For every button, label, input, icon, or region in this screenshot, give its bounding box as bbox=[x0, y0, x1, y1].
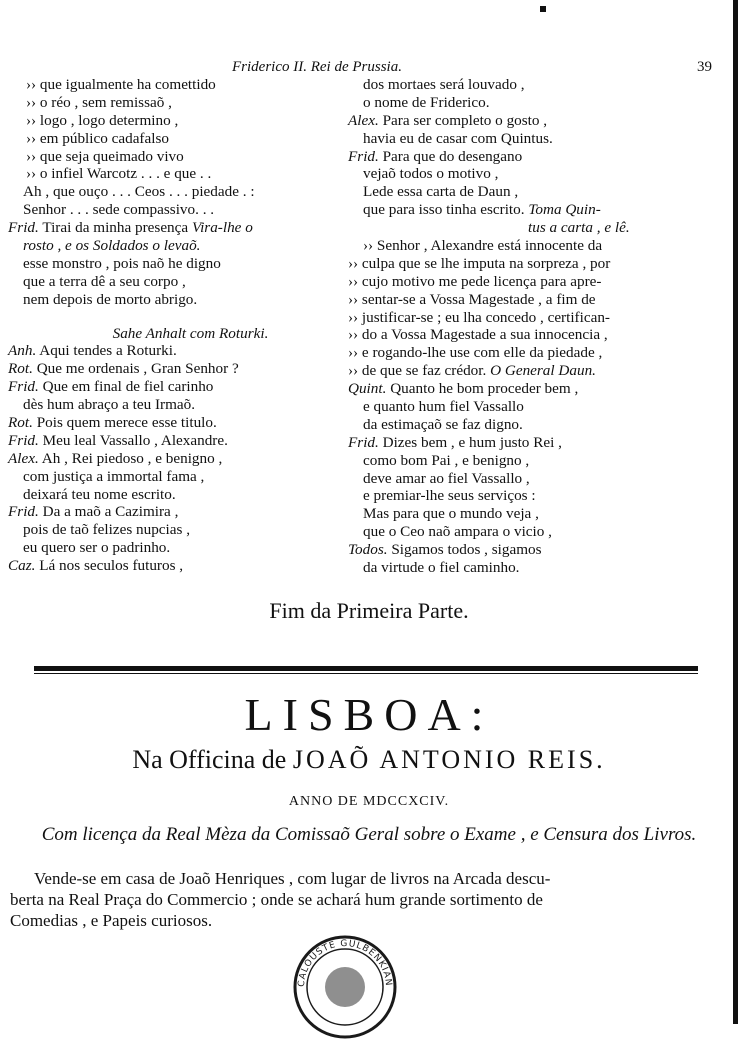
line-text: Que me ordenais , Gran Senhor ? bbox=[36, 360, 239, 378]
text-line bbox=[348, 130, 688, 148]
speaker-name: Rot. bbox=[8, 360, 33, 378]
line-text: ›› cujo motivo me pede licença para apre- bbox=[348, 272, 602, 290]
text-line bbox=[348, 505, 688, 523]
left-column bbox=[8, 76, 353, 575]
line-text: da estimaçaõ se faz digno. bbox=[363, 415, 523, 433]
line-text: ›› o infiel Warcotz . . . e que . . bbox=[26, 165, 212, 183]
imprint-office bbox=[0, 744, 738, 776]
ink-mark bbox=[540, 6, 546, 12]
stage-direction: Toma Quin- bbox=[528, 201, 601, 219]
line-text: Lá nos seculos futuros , bbox=[39, 557, 184, 575]
divider-thick bbox=[34, 666, 698, 671]
line-text: Ah , que ouço . . . Ceos . . . piedade . : bbox=[23, 183, 255, 201]
text-line bbox=[348, 326, 688, 344]
line-text: ›› do a Vossa Magestade a sua innocencia , bbox=[348, 326, 608, 344]
line-text: Quanto he bom proceder bem , bbox=[390, 380, 579, 398]
text-line bbox=[8, 291, 353, 309]
text-line bbox=[348, 470, 688, 488]
line-text: ›› em público cadafalso bbox=[26, 129, 169, 147]
speaker-name: Alex. bbox=[8, 449, 39, 467]
line-text: Meu leal Vassallo , Alexandre. bbox=[42, 431, 228, 449]
text-line bbox=[8, 325, 353, 343]
text-line bbox=[8, 112, 353, 130]
text-line bbox=[348, 219, 688, 237]
line-text: Para que do desengano bbox=[382, 147, 523, 165]
line-text: o nome de Friderico. bbox=[363, 93, 490, 111]
divider-thin bbox=[34, 673, 698, 674]
text-line bbox=[348, 273, 688, 291]
stamp-text: CALOUSTE GULBENKIAN bbox=[296, 938, 394, 988]
text-line bbox=[8, 183, 353, 201]
stage-direction: O General Daun. bbox=[490, 362, 596, 380]
speaker-name: Quint. bbox=[348, 380, 387, 398]
line-text: Dizes bem , e hum justo Rei , bbox=[382, 433, 562, 451]
text-line bbox=[348, 452, 688, 470]
line-text: ›› Senhor , Alexandre está innocente da bbox=[363, 237, 603, 255]
line-text: ›› de que se faz crédor. bbox=[348, 362, 487, 380]
text-line bbox=[8, 219, 353, 237]
line-text: tus a carta , e lê. bbox=[528, 219, 630, 237]
line-text: pois de taõ felizes nupcias , bbox=[23, 521, 191, 539]
line-text: Da a maõ a Cazimira , bbox=[42, 503, 179, 521]
line-text: ›› que igualmente ha comettido bbox=[26, 76, 216, 93]
text-line bbox=[8, 503, 353, 521]
text-line bbox=[348, 559, 688, 577]
speaker-name: Todos. bbox=[348, 541, 388, 559]
text-line bbox=[348, 291, 688, 309]
text-line bbox=[8, 201, 353, 219]
stage-direction: rosto , e os Soldados o levaõ. bbox=[23, 237, 201, 255]
line-text: da virtude o fiel caminho. bbox=[363, 559, 520, 577]
imprint-year: ANNO DE MDCCXCIV. bbox=[288, 794, 450, 809]
line-text: Sigamos todos , sigamos bbox=[391, 541, 542, 559]
line-text: dos mortaes será louvado , bbox=[363, 76, 525, 93]
text-line bbox=[348, 165, 688, 183]
text-line bbox=[348, 183, 688, 201]
line-text: dès hum abraço a teu Irmaõ. bbox=[23, 396, 196, 414]
text-line bbox=[348, 541, 688, 559]
line-text: e quanto hum fiel Vassallo bbox=[363, 398, 524, 416]
speaker-name: Frid. bbox=[8, 378, 39, 396]
line-text: e premiar-lhe seus serviços : bbox=[363, 487, 536, 505]
line-text: ›› logo , logo determino , bbox=[26, 111, 179, 129]
line-text: Senhor . . . sede compassivo. . . bbox=[23, 201, 215, 219]
imprint-printer: JOAÕ ANTONIO REIS. bbox=[292, 745, 606, 774]
speaker-name: Rot. bbox=[8, 414, 33, 432]
imprint-license: Com licença da Real Mèza da Comissaõ Geral sobre o Exame , e Censura dos Livros. bbox=[41, 824, 697, 845]
text-line bbox=[8, 396, 353, 414]
line-text: ›› e rogando-lhe use com elle da piedade , bbox=[348, 344, 603, 362]
text-line bbox=[8, 255, 353, 273]
text-line bbox=[348, 237, 688, 255]
text-line bbox=[8, 273, 353, 291]
text-line bbox=[8, 557, 353, 575]
text-line bbox=[8, 486, 353, 504]
right-column bbox=[348, 76, 688, 577]
text-line bbox=[8, 76, 353, 94]
sale-notice bbox=[10, 868, 690, 931]
line-text: Para ser completo o gosto , bbox=[382, 111, 548, 129]
sale-line: Vende-se em casa de Joaõ Henriques , com lugar de livros na Arcada descu- bbox=[34, 869, 551, 888]
text-line bbox=[348, 487, 688, 505]
line-text: ›› culpa que se lhe imputa na sorpreza , por bbox=[348, 254, 611, 272]
text-line bbox=[348, 523, 688, 541]
line-text: com justiça a immortal fama , bbox=[23, 467, 205, 485]
text-line bbox=[348, 309, 688, 327]
text-line bbox=[8, 521, 353, 539]
line-text: que a terra dê a seu corpo , bbox=[23, 272, 186, 290]
text-line bbox=[348, 201, 688, 219]
speaker-name: Alex. bbox=[348, 111, 379, 129]
stage-direction: Vira-lhe o bbox=[191, 219, 253, 237]
line-text: vejaõ todos o motivo , bbox=[363, 165, 499, 183]
text-line bbox=[348, 362, 688, 380]
line-text: ›› justificar-se ; eu lha concedo , certifican- bbox=[348, 308, 610, 326]
imprint-city: LISBOA: bbox=[244, 689, 494, 740]
end-note: Fim da Primeira Parte. bbox=[269, 598, 469, 623]
line-text: Que em final de fiel carinho bbox=[42, 378, 214, 396]
line-text: Lede essa carta de Daun , bbox=[363, 183, 519, 201]
line-text: ›› o réo , sem remissaõ , bbox=[26, 93, 172, 111]
line-text: Tirai da minha presença bbox=[42, 219, 189, 237]
line-text: deve amar ao fiel Vassallo , bbox=[363, 469, 530, 487]
text-line bbox=[8, 378, 353, 396]
line-text: que para isso tinha escrito. bbox=[363, 201, 525, 219]
line-text: eu quero ser o padrinho. bbox=[23, 539, 171, 557]
text-line bbox=[8, 360, 353, 378]
speaker-name: Frid. bbox=[348, 147, 379, 165]
text-line bbox=[348, 255, 688, 273]
speaker-name: Frid. bbox=[8, 431, 39, 449]
text-line bbox=[8, 342, 353, 360]
speaker-name: Frid. bbox=[8, 219, 39, 237]
line-text: ›› sentar-se a Vossa Magestade , a fim de bbox=[348, 290, 596, 308]
text-line bbox=[348, 344, 688, 362]
line-text: havia eu de casar com Quintus. bbox=[363, 129, 553, 147]
running-head-title: Friderico II. Rei de Prussia. bbox=[232, 59, 402, 75]
speaker-name: Anh. bbox=[8, 342, 37, 360]
speaker-name: Frid. bbox=[8, 503, 39, 521]
text-line bbox=[8, 165, 353, 183]
line-text: ›› que seja queimado vivo bbox=[26, 147, 184, 165]
text-line bbox=[8, 237, 353, 255]
line-text: como bom Pai , e benigno , bbox=[363, 451, 530, 469]
text-line bbox=[348, 416, 688, 434]
speaker-name: Caz. bbox=[8, 557, 36, 575]
speaker-name: Frid. bbox=[348, 433, 379, 451]
text-line bbox=[8, 539, 353, 557]
running-head bbox=[232, 58, 712, 76]
sale-line: berta na Real Praça do Commercio ; onde se achará hum grande sortimento de bbox=[10, 890, 543, 909]
line-text: Aqui tendes a Roturki. bbox=[39, 342, 177, 360]
text-line bbox=[8, 148, 353, 166]
imprint-office-prefix: Na Officina de bbox=[132, 745, 287, 774]
line-text: que o Ceo naõ ampara o vicio , bbox=[363, 523, 552, 541]
text-line bbox=[348, 112, 688, 130]
page-edge bbox=[733, 0, 738, 1024]
text-line bbox=[348, 94, 688, 112]
text-line bbox=[8, 130, 353, 148]
text-line bbox=[8, 414, 353, 432]
text-line bbox=[348, 434, 688, 452]
line-text: Pois quem merece esse titulo. bbox=[36, 414, 217, 432]
page-number: 39 bbox=[697, 59, 712, 75]
sale-line: Comedias , e Papeis curiosos. bbox=[10, 911, 213, 930]
text-line bbox=[348, 76, 688, 94]
text-line bbox=[348, 148, 688, 166]
text-line bbox=[8, 94, 353, 112]
text-line bbox=[8, 468, 353, 486]
text-line bbox=[348, 398, 688, 416]
line-text: Ah , Rei piedoso , e benigno , bbox=[41, 449, 223, 467]
text-line bbox=[8, 432, 353, 450]
line-text: Sahe Anhalt com Roturki. bbox=[112, 324, 269, 342]
line-text: Mas para que o mundo veja , bbox=[363, 505, 539, 523]
line-text: esse monstro , pois naõ he digno bbox=[23, 254, 221, 272]
line-text: nem depois de morto abrigo. bbox=[23, 290, 198, 308]
text-line bbox=[348, 380, 688, 398]
line-gap bbox=[8, 309, 353, 325]
library-stamp bbox=[290, 932, 400, 1042]
text-line bbox=[8, 450, 353, 468]
line-text: deixará teu nome escrito. bbox=[23, 485, 176, 503]
